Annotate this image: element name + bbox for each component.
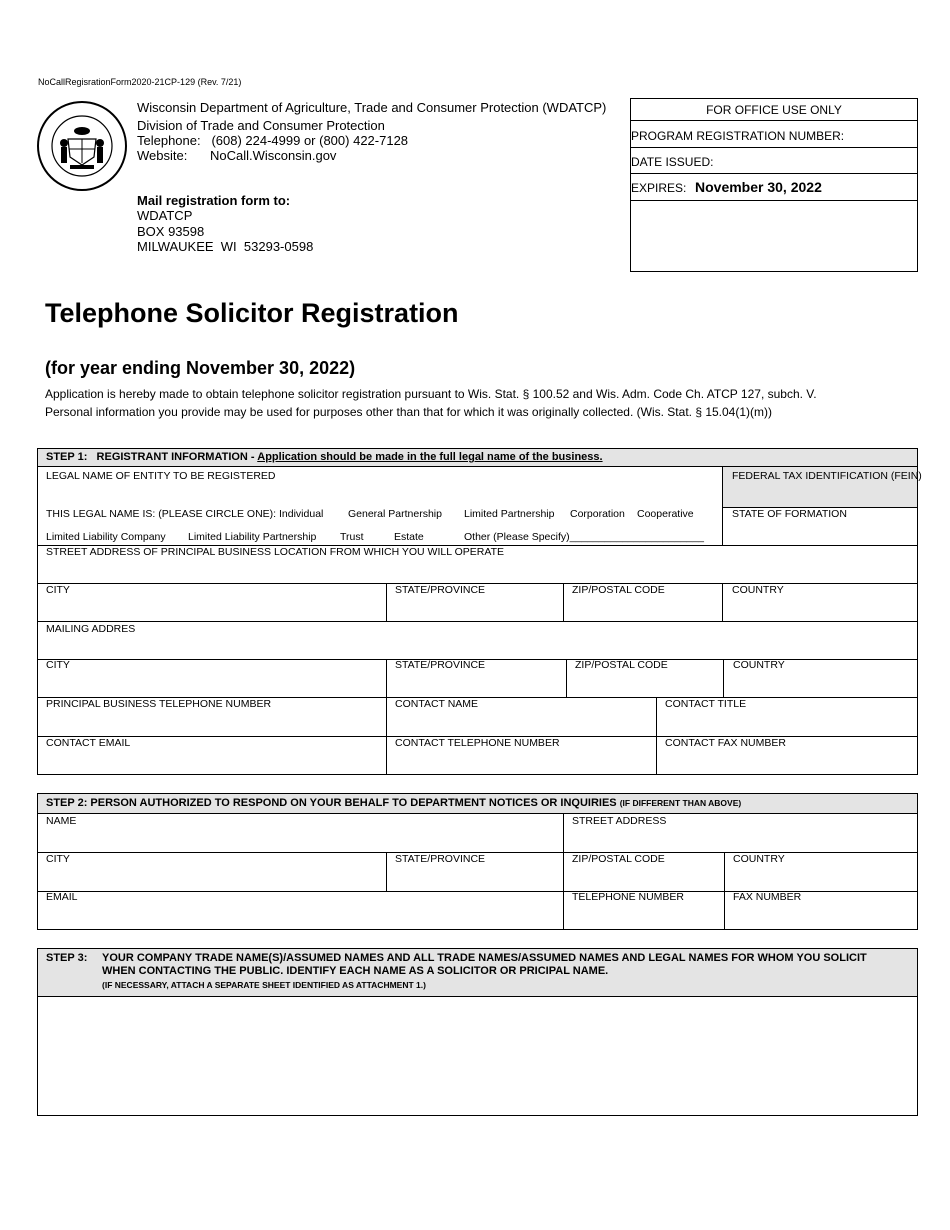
step2-state-field[interactable] (387, 852, 563, 891)
step2-city-label: CITY (46, 853, 70, 865)
step2-city-field[interactable] (38, 852, 386, 891)
country-field[interactable] (723, 583, 917, 621)
step2-country-field[interactable] (725, 852, 917, 891)
step2-zip-label: ZIP/POSTAL CODE (572, 853, 665, 865)
page-title: Telephone Solicitor Registration (45, 298, 459, 328)
step1-section (37, 448, 922, 775)
expires-value: November 30, 2022 (695, 179, 822, 195)
entity-trust[interactable]: Trust (340, 531, 364, 543)
entity-llp[interactable]: Limited Liability Partnership (188, 531, 317, 543)
entity-type-label: THIS LEGAL NAME IS: (PLEASE CIRCLE ONE): Individual (46, 508, 324, 520)
step3-label: STEP 3: (46, 952, 88, 964)
intro-line-1: Application is hereby made to obtain telephone solicitor registration pursuant to Wis. Stat. § 100.52 and Wis. Adm. Code Ch. ATCP 127, subch. V. (45, 387, 817, 401)
state-formation-field[interactable] (723, 507, 917, 545)
contact-email-field[interactable] (38, 736, 386, 774)
state-formation-label: STATE OF FORMATION (732, 508, 847, 520)
step1-header-label: STEP 1: REGISTRANT INFORMATION - (46, 451, 258, 463)
contact-fax-field[interactable] (657, 736, 917, 774)
entity-other[interactable]: Other (Please Specify)_______________________ (464, 531, 704, 543)
agency-website-link[interactable]: NoCall.Wisconsin.gov (210, 148, 337, 163)
business-phone-label: PRINCIPAL BUSINESS TELEPHONE NUMBER (46, 698, 272, 710)
country-label: COUNTRY (732, 584, 784, 596)
mailing-state-field[interactable] (387, 659, 566, 697)
step2-phone-label: TELEPHONE NUMBER (572, 891, 685, 903)
step3-section (37, 948, 918, 1116)
entity-general-partnership[interactable]: General Partnership (348, 508, 442, 520)
business-phone-field[interactable] (38, 697, 386, 735)
contact-phone-label: CONTACT TELEPHONE NUMBER (395, 737, 560, 749)
mailing-country-field[interactable] (724, 659, 917, 697)
step2-header-note: (IF DIFFERENT THAN ABOVE) (619, 798, 742, 808)
mailing-zip-field[interactable] (567, 659, 723, 697)
trade-names-field[interactable] (38, 997, 917, 1115)
agency-name: Wisconsin Department of Agriculture, Trade and Consumer Protection (WDATCP) (137, 100, 607, 115)
fein-label: FEDERAL TAX IDENTIFICATION (FEIN) (732, 470, 922, 482)
step2-state-label: STATE/PROVINCE (395, 853, 486, 865)
entity-cooperative[interactable]: Cooperative (637, 508, 694, 520)
contact-title-field[interactable] (657, 697, 917, 735)
step2-header-label: STEP 2: PERSON AUTHORIZED TO RESPOND ON YOUR BEHALF TO DEPARTMENT NOTICES OR INQUIRIES (46, 797, 617, 809)
form-id: NoCallRegisrationForm2020-21CP-129 (Rev. 7/21) (38, 77, 242, 87)
step2-street-label: STREET ADDRESS (572, 815, 667, 827)
page-subtitle: (for year ending November 30, 2022) (45, 358, 356, 378)
city-field[interactable] (38, 583, 386, 621)
step2-country-label: COUNTRY (733, 853, 785, 865)
street-address-label: STREET ADDRESS OF PRINCIPAL BUSINESS LOCATION FROM WHICH YOU WILL OPERATE (46, 546, 504, 558)
entity-limited-partnership[interactable]: Limited Partnership (464, 508, 555, 520)
step2-section (37, 793, 918, 930)
mailing-city-label: CITY (46, 659, 70, 671)
expires-label: EXPIRES: (631, 181, 687, 195)
entity-estate[interactable]: Estate (394, 531, 424, 543)
zip-code-field[interactable] (564, 583, 722, 621)
mailing-city-field[interactable] (38, 659, 386, 697)
step3-line-2: WHEN CONTACTING THE PUBLIC. IDENTIFY EACH NAME AS A SOLICITOR OR PRICIPAL NAME. (102, 965, 609, 977)
zip-code-label: ZIP/POSTAL CODE (572, 584, 665, 596)
step2-street-field[interactable] (564, 814, 917, 852)
contact-name-field[interactable] (387, 697, 656, 735)
step3-line-3: (IF NECESSARY, ATTACH A SEPARATE SHEET IDENTIFIED AS ATTACHMENT 1.) (102, 980, 426, 990)
entity-llc[interactable]: Limited Liability Company (46, 531, 166, 543)
step3-header (38, 949, 917, 997)
agency-website-label: Website: (137, 148, 188, 163)
legal-name-label: LEGAL NAME OF ENTITY TO BE REGISTERED (46, 470, 276, 482)
agency-telephone: Telephone: (608) 224-4999 or (800) 422-7128 (137, 133, 409, 148)
contact-phone-field[interactable] (387, 736, 656, 774)
step3-line-1: YOUR COMPANY TRADE NAME(S)/ASSUMED NAMES AND ALL TRADE NAMES/ASSUMED NAMES AND LEGAL NAMES FOR WHOM YOU SOLICIT (102, 952, 867, 964)
contact-name-label: CONTACT NAME (395, 698, 479, 710)
step1-header-note: Application should be made in the full legal name of the business. (257, 451, 603, 463)
mailing-address-field[interactable] (38, 621, 917, 659)
street-address-field[interactable] (38, 545, 917, 583)
city-label: CITY (46, 584, 70, 596)
step2-fax-label: FAX NUMBER (733, 891, 802, 903)
office-use-title: FOR OFFICE USE ONLY (706, 103, 842, 117)
fein-field[interactable] (723, 467, 917, 507)
agency-division: Division of Trade and Consumer Protection (137, 118, 385, 133)
legal-name-field[interactable] (38, 467, 722, 507)
contact-fax-label: CONTACT FAX NUMBER (665, 737, 786, 749)
office-use-box (630, 98, 918, 272)
mail-line-3: MILWAUKEE WI 53293-0598 (137, 239, 314, 254)
state-province-label: STATE/PROVINCE (395, 584, 486, 596)
step2-fax-field[interactable] (725, 891, 917, 929)
step2-name-field[interactable] (38, 814, 563, 852)
mailing-country-label: COUNTRY (733, 659, 785, 671)
mailing-state-label: STATE/PROVINCE (395, 659, 486, 671)
state-seal-icon (36, 99, 128, 193)
mail-line-2: BOX 93598 (137, 224, 205, 239)
step2-zip-field[interactable] (564, 852, 724, 891)
step2-header (38, 794, 917, 814)
step2-email-field[interactable] (38, 891, 563, 929)
mailing-address-label: MAILING ADDRES (46, 623, 136, 635)
date-issued-label: DATE ISSUED: (631, 155, 714, 169)
program-registration-label: PROGRAM REGISTRATION NUMBER: (631, 129, 845, 143)
mail-title: Mail registration form to: (137, 193, 291, 208)
mailing-zip-label: ZIP/POSTAL CODE (575, 659, 668, 671)
step1-header (38, 449, 917, 467)
contact-email-label: CONTACT EMAIL (46, 737, 131, 749)
step2-phone-field[interactable] (564, 891, 724, 929)
contact-title-label: CONTACT TITLE (665, 698, 747, 710)
mail-line-1: WDATCP (137, 208, 193, 223)
state-province-field[interactable] (387, 583, 563, 621)
intro-line-2: Personal information you provide may be used for purposes other than that for which it was originally collected. (Wis. Stat. § 15.04(1)(m)) (45, 405, 773, 419)
step2-email-label: EMAIL (46, 891, 78, 903)
entity-corporation[interactable]: Corporation (570, 508, 625, 520)
step2-name-label: NAME (46, 815, 77, 827)
